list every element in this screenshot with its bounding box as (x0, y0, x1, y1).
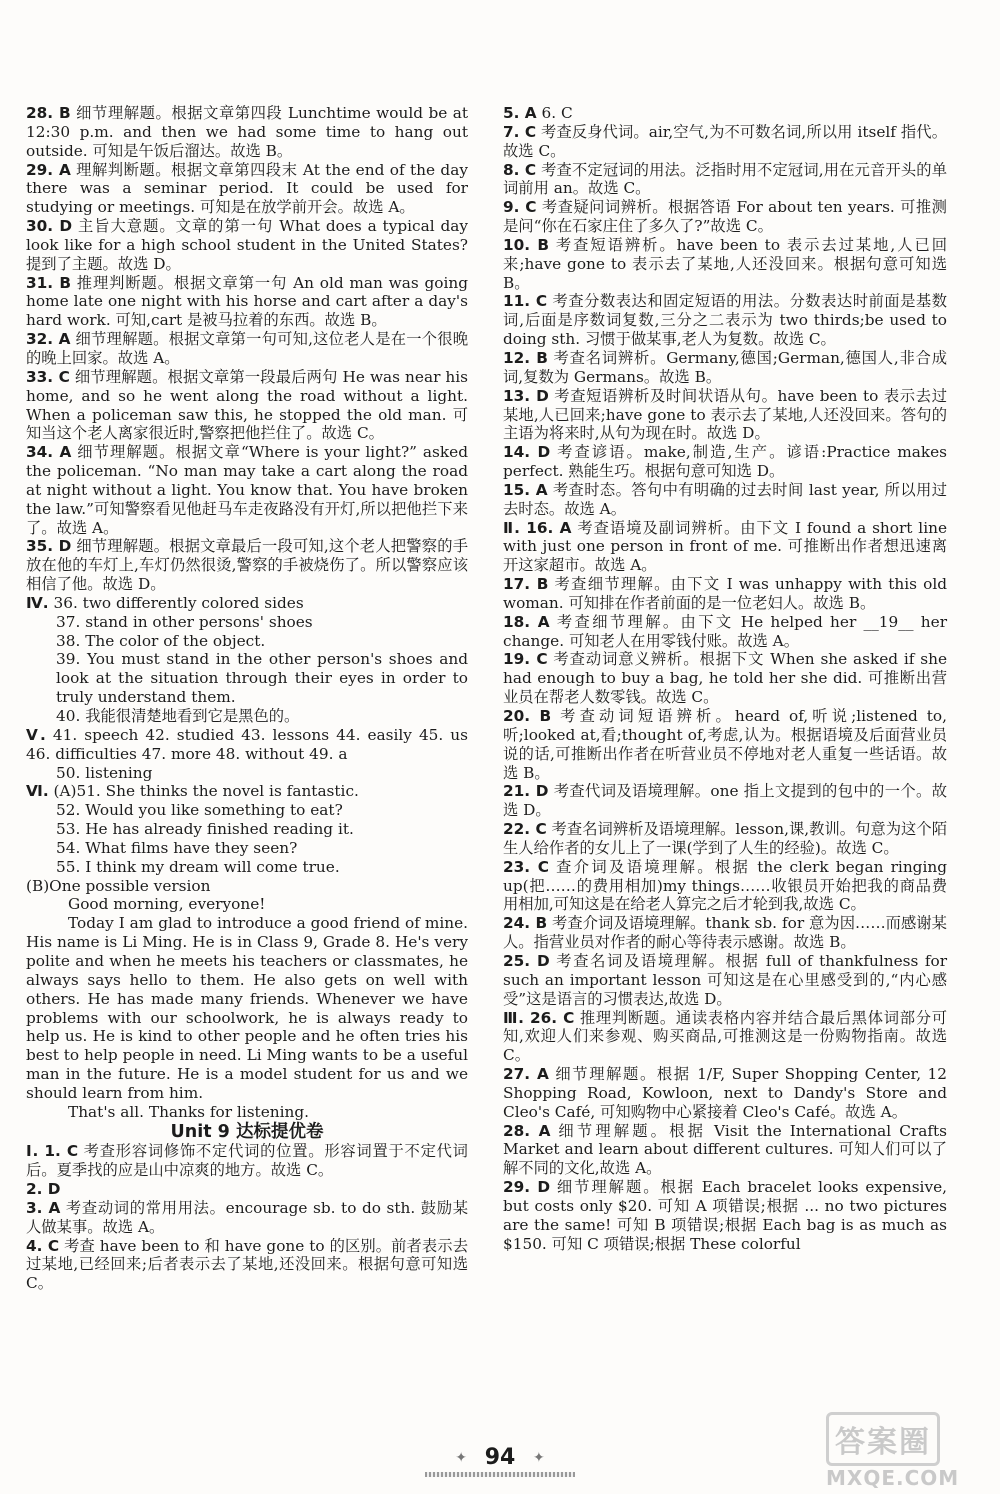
answer-text: 推理判断题。通读表格内容并结合最后黑体词部分可知,欢迎人们来参观、购买商品,可推测这是一份购物指南。故选 C。 (503, 1008, 948, 1065)
answer-item (26, 104, 468, 161)
answer-item (503, 575, 947, 613)
answer-text: 考查谚语。make,制造,生产。谚语:Practice makes perfect. 熟能生巧。根据句意可知选 D。 (503, 443, 947, 481)
question-number: 13. D (503, 386, 549, 405)
answer-text: 考查动词意义辨析。根据下文 When she asked if she had enough to buy a bag, he told her she did. 可推断出营业员在帮老人数零钱。故选 C。 (503, 650, 947, 707)
answer-text: 推理判断题。根据文章第一句 An old man was going home late one night with his horse and cart after a day's hard work. 可知,cart 是被马拉着的东西。故选 B。 (26, 273, 468, 330)
question-number: 34. A (26, 443, 72, 462)
answer-text: 考查形容词修饰不定代词的位置。形容词置于不定代词后。夏季找的应是山中凉爽的地方。故选 C。 (26, 1142, 468, 1180)
question-number: 17. B (503, 575, 549, 594)
question-number: 29. D (503, 1178, 551, 1197)
question-number: 9. C (503, 198, 537, 217)
answer-item: 52. Would you like something to eat? (56, 801, 343, 820)
answer-text: 细节理解题。根据 Visit the International Crafts Market and learn about different cultures. 可知人们可以了解不同的文化,故选 A。 (503, 1121, 947, 1178)
answer-item (503, 519, 947, 576)
answer-text: 36. two differently colored sides (48, 593, 304, 612)
question-number: Ⅰ. 1. C (26, 1142, 79, 1161)
answer-item: 39. You must stand in the other person's shoes and look at the situation through their eyes in order to truly understand them. (56, 650, 468, 707)
question-number: 28. A (503, 1121, 551, 1140)
answer-text: (A)51. She thinks the novel is fantastic. (48, 782, 359, 801)
answer-item (503, 858, 947, 915)
answer-item: 50. listening (56, 763, 153, 782)
question-number: 8. C (503, 160, 537, 179)
question-number: 22. C (503, 820, 547, 839)
answer-text: 考查代词及语境理解。one 指上文提到的包中的一个。故选 D。 (503, 782, 948, 820)
answer-item (503, 161, 947, 199)
answer-item (503, 914, 947, 952)
answer-item (503, 236, 947, 293)
star-right-icon: ✦ (532, 1450, 545, 1466)
answer-item (26, 782, 468, 801)
answer-item (503, 292, 947, 349)
question-number: 19. C (503, 650, 548, 669)
right-column (503, 104, 947, 1253)
question-number: 12. B (503, 348, 548, 367)
answer-item (503, 198, 947, 236)
watermark-url: MXQE.COM (826, 1466, 960, 1490)
question-number: 4. C (26, 1236, 60, 1255)
answer-item (503, 481, 947, 519)
question-number: Ⅴ. (26, 725, 46, 744)
question-number: 7. C (503, 122, 537, 141)
answer-text: 细节理解题。根据文章第一句可知,这位老人是在一个很晚的晚上回家。故选 A。 (26, 330, 469, 367)
answer-text: (B)One possible version (26, 876, 211, 895)
answer-item (26, 161, 468, 218)
question-number: 5. A (503, 104, 537, 122)
watermark-logo (826, 1412, 976, 1490)
watermark-logo-text: 答案圈 (826, 1412, 940, 1466)
answer-item (503, 650, 947, 707)
question-number: 28. B (26, 104, 71, 122)
answer-text: 理解判断题。根据文章第四段末 At the end of the day there was a seminar period. It could be used for studying or meetings. 可知是在放学前开会。故选 A。 (26, 160, 468, 217)
question-number: 25. D (503, 951, 550, 970)
answer-text: 考查疑问词辨析。根据答语 For about ten years. 可推测是问“你在石家庄住了多久了?”故选 C。 (503, 198, 947, 236)
question-number: 2. D (26, 1180, 61, 1199)
question-number: 24. B (503, 914, 548, 933)
question-number: Ⅵ. (26, 782, 49, 801)
answer-item (503, 613, 947, 651)
answer-text: 细节理解题。根据文章第一段最后两句 He was near his home, and so he went along the road without a light. When a policeman saw this, he stopped the old man. 可知当这个老人离家很近时,警察把他拦住了。故选 C。 (26, 367, 468, 443)
answer-text: 考查介词及语境理解。thank sb. for 意为因……而感谢某人。指营业员对作者的耐心等待表示感谢。故选 B。 (503, 914, 947, 952)
answer-item (503, 349, 947, 387)
answer-item (503, 1065, 947, 1122)
answer-text: 考查短语辨析及时间状语从句。have been to 表示去过某地,人已回来;have gone to 表示去了某地,人还没回来。答句的主语为将来时,从句为现在时。故选 D。 (503, 386, 947, 443)
question-number: 35. D (26, 537, 72, 556)
answer-text: 考查 have been to 和 have gone to 的区别。前者表示去过某地,已经回来;后者表示去了某地,还没回来。根据句意可知选 C。 (26, 1236, 468, 1293)
question-number: 33. C (26, 367, 70, 386)
page-number: 94 (484, 1445, 516, 1470)
answer-item (503, 443, 947, 481)
answer-text: 细节理解题。根据文章最后一段可知,这个老人把警察的手放在他的车灯上,车灯仍然很烫,警察的手被烧伤了。所以警察应该相信了他。故选 D。 (26, 537, 468, 594)
answer-text: 41. speech 42. studied 43. lessons 44. easily 45. us 46. difficulties 47. more 48. without 49. a (26, 725, 469, 763)
answer-text: 细节理解题。根据文章第四段 Lunchtime would be at 12:30 p.m. and then we had some time to hang out outside. 可知是午饭后溜达。故选 B。 (26, 104, 468, 160)
footer-ornament (425, 1472, 575, 1477)
answer-item (26, 726, 468, 764)
answer-text: 考查名词辨析及语境理解。lesson,课,教训。句意为这个陌生人给作者的女儿上了一课(学到了人生的经验)。故选 C。 (503, 820, 947, 857)
answer-text: 考查细节理解。由下文 I was unhappy with this old woman. 可知排在作者前面的是一位老妇人。故选 B。 (503, 575, 947, 612)
answer-item: 53. He has already finished reading it. (56, 820, 354, 839)
answer-text: 主旨大意题。文章的第一句 What does a typical day look like for a high school student in the United States? 提到了主题。故选 D。 (26, 217, 468, 273)
answer-item (503, 123, 947, 161)
question-number: 14. D (503, 443, 551, 462)
essay-paragraph: Today I am glad to introduce a good friend of mine. His name is Li Ming. He is in Class 9, Grade 8. He's very polite and when he meets his teachers or classmates, he always says hello to them. He also gets on well with others. He has made many friends. Whenever we have problems with our schoolwork, he is always ready to help us. He is kind to other people and he often tries his best to help people in need. Li Ming wants to be a useful man in the future. He is a model student for us and we should learn from him. (26, 914, 468, 1102)
question-number: 30. D (26, 217, 73, 236)
star-left-icon: ✦ (455, 1450, 468, 1466)
answer-text: 考查语境及副词辨析。由下文 I found a short line with just one person in front of me. 可推断出作者想迅速离开这家超市。故选 A。 (503, 518, 947, 575)
question-number: 32. A (26, 330, 71, 349)
answer-item: 37. stand in other persons' shoes (56, 612, 313, 631)
answer-text: 细节理解题。根据 Each bracelet looks expensive, but costs only $20. 可知 A 项错误;根据 ... no two pictures are the same! 可知 B 项错误;根据 Each bag is as much as $150. 可知 C 项错误;根据 These colorful (503, 1178, 948, 1253)
answer-item (503, 707, 947, 782)
question-number: Ⅲ. 26. C (503, 1008, 575, 1027)
answer-text: 考查动词短语辨析。heard of,听说;listened to, 听;looked at,看;thought of,考虑,认为。根据语境及后面营业员说的话,可推断出作者在听营业员不停地对老人重复一些话语。故选 B。 (503, 707, 947, 782)
answer-text: 考查分数表达和固定短语的用法。分数表达时前面是基数词,后面是序数词复数,三分之二表示为 two thirds;be used to doing sth. 习惯于做某事,老人为复数。故选 C。 (503, 292, 947, 349)
question-number: 3. A (26, 1198, 61, 1217)
left-column (26, 104, 468, 1293)
question-number: 23. C (503, 857, 549, 876)
answer-text: 考查短语辨析。have been to 表示去过某地,人已回来;have gone to 表示去了某地,人还没回来。根据句意可知选 B。 (503, 235, 947, 292)
answer-item (503, 782, 947, 820)
answer-text: 查介词及语境理解。根据 the clerk began ringing up(把……的费用相加)my things……收银员开始把我的商品费用相加,可知这是在给老人算完之后才轮到我,故选 C。 (503, 857, 947, 914)
answer-text: 考查反身代词。air,空气,为不可数名词,所以用 itself 指代。故选 C。 (503, 122, 947, 160)
question-number: 27. A (503, 1065, 549, 1084)
answer-text: 考查动词的常用用法。encourage sb. to do sth. 鼓励某人做某事。故选 A。 (26, 1198, 469, 1236)
answer-item (26, 537, 468, 594)
question-number: 11. C (503, 292, 548, 311)
answer-item (26, 443, 468, 537)
question-number: Ⅱ. 16. A (503, 518, 572, 537)
answer-item (503, 104, 947, 123)
essay-paragraph: Good morning, everyone! (68, 895, 266, 914)
answer-item (503, 1122, 947, 1179)
unit-label: Unit 9 (170, 1121, 230, 1142)
answer-item (503, 1009, 947, 1066)
answer-text: 细节理解题。根据 1/F, Super Shopping Center, 12 Shopping Road, Kowloon, next to Dandy's Store and Cleo's Café, 可知购物中心紧接着 Cleo's Café。故选 A。 (503, 1065, 947, 1121)
answer-text: 考查名词及语境理解。根据 full of thankfulness for such an important lesson 可知这是在心里感受到的,“内心感受”这是语言的习惯表达,故选 D。 (503, 951, 948, 1008)
answer-item (26, 274, 468, 331)
answer-item (26, 594, 468, 613)
question-number: 15. A (503, 480, 548, 499)
answer-text: 细节理解题。根据文章“Where is your light?” asked the policeman. “No man may take a cart along the road at night without a light. You know that. You have broken the law.”可知警察看见他赶马车走夜路没有开灯,所以把他拦下来了。故选 A。 (26, 443, 468, 537)
answer-item (26, 1199, 468, 1237)
section-heading (26, 1123, 468, 1142)
question-number: 10. B (503, 235, 550, 254)
answer-item (26, 330, 468, 368)
answer-item: 54. What films have they seen? (56, 838, 298, 857)
answer-item (503, 1178, 947, 1253)
question-number: 20. B (503, 707, 552, 725)
answer-item: 38. The color of the object. (56, 631, 266, 650)
question-number: 21. D (503, 782, 549, 801)
answer-item (503, 387, 947, 444)
question-number: 18. A (503, 612, 550, 631)
question-number: Ⅳ. (26, 593, 49, 612)
question-number: 29. A (26, 160, 71, 179)
answer-item: 55. I think my dream will come true. (56, 857, 340, 876)
answer-item (26, 1237, 468, 1294)
answer-text: 考查时态。答句中有明确的过去时间 last year, 所以用过去时态。故选 A。 (503, 480, 947, 518)
answer-text: 考查名词辨析。Germany,德国;German,德国人,非合成词,复数为 Germans。故选 B。 (503, 348, 947, 386)
answer-text: 6. C (536, 104, 573, 122)
question-number: 31. B (26, 273, 71, 292)
answer-item (26, 217, 468, 274)
essay-paragraph: That's all. Thanks for listening. (68, 1102, 310, 1121)
unit-title: 达标提优卷 (229, 1121, 324, 1142)
answer-item (26, 1180, 468, 1199)
answer-item (503, 952, 947, 1009)
answer-item (503, 820, 947, 858)
answer-item: 40. 我能很清楚地看到它是黑色的。 (56, 707, 300, 725)
answer-item (26, 1142, 468, 1180)
answer-text: 考查不定冠词的用法。泛指时用不定冠词,用在元音开头的单词前用 an。故选 C。 (503, 160, 947, 198)
answer-item (26, 877, 468, 896)
answer-text: 考查细节理解。由下文 He helped her __19__ her change. 可知老人在用零钱付账。故选 A。 (503, 612, 948, 650)
answer-item (26, 368, 468, 443)
